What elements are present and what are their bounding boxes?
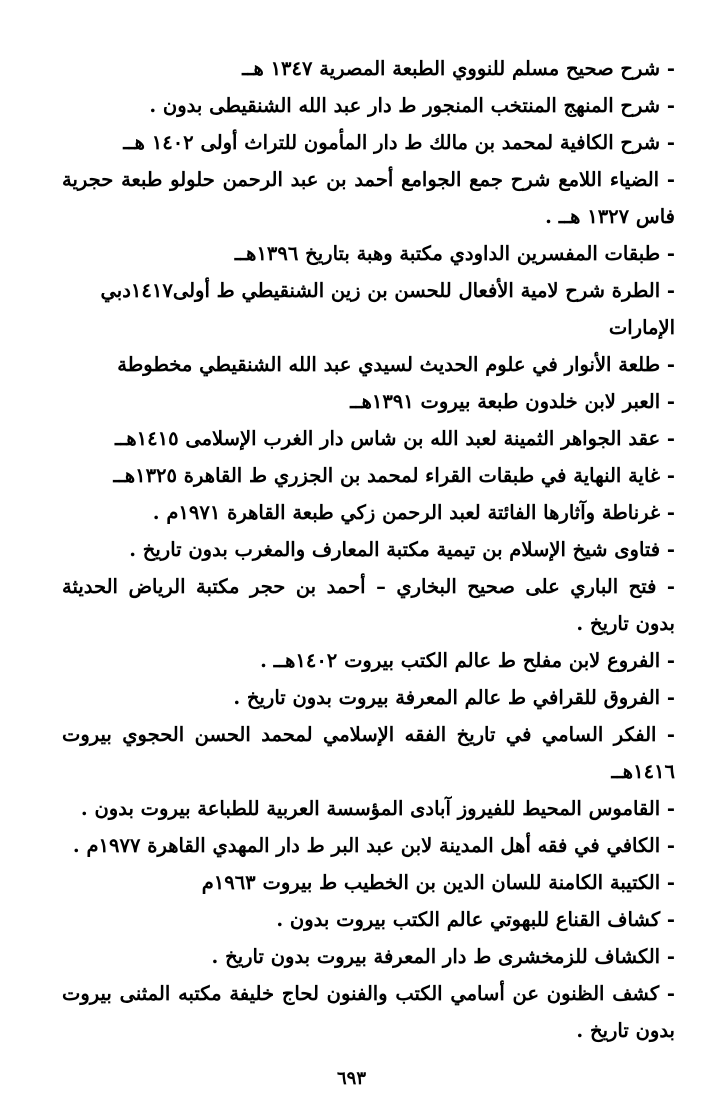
bibliography-entry: - الكتيبة الكامنة للسان الدين بن الخطيب ط بيروت ١٩٦٣م bbox=[201, 871, 675, 894]
bibliography-entry: - فتح الباري على صحيح البخاري – أحمد بن حجر مكتبة الرياض الحديثة بدون تاريخ . bbox=[62, 575, 675, 635]
bibliography-entry: - الكشاف للزمخشرى ط دار المعرفة بيروت بدون تاريخ . bbox=[211, 945, 675, 968]
bibliography-entry: - الفروع لابن مفلح ط عالم الكتب بيروت ١٤٠٢هــ . bbox=[260, 649, 675, 672]
bibliography-entry: - طبقات المفسرين الداودي مكتبة وهبة بتاريخ ١٣٩٦هــ bbox=[234, 242, 675, 265]
page-number: ٦٩٣ bbox=[336, 1068, 366, 1089]
bibliography-entry: - كشاف القناع للبهوتي عالم الكتب بيروت بدون . bbox=[276, 908, 675, 931]
bibliography-entry: - العبر لابن خلدون طبعة بيروت ١٣٩١هــ bbox=[350, 390, 675, 413]
bibliography-entry: - شرح الكافية لمحمد بن مالك ط دار المأمون للتراث أولى ١٤٠٢ هــ bbox=[123, 131, 675, 154]
bibliography-entry: - شرح المنهج المنتخب المنجور ط دار عبد الله الشنقيطى بدون . bbox=[149, 94, 675, 117]
bibliography-entry: - الضياء اللامع شرح جمع الجوامع أحمد بن عبد الرحمن حلولو طبعة حجرية فاس ١٣٢٧ هــ . bbox=[62, 168, 675, 228]
bibliography-entry: - عقد الجواهر الثمينة لعبد الله بن شاس دار الغرب الإسلامى ١٤١٥هــ bbox=[114, 427, 675, 450]
bibliography-entry: - الفروق للقرافي ط عالم المعرفة بيروت بدون تاريخ . bbox=[233, 686, 675, 709]
bibliography-entry: - كشف الظنون عن أسامي الكتب والفنون لحاج خليفة مكتبه المثنى بيروت بدون تاريخ . bbox=[62, 982, 675, 1042]
bibliography-entry: - غاية النهاية في طبقات القراء لمحمد بن الجزري ط القاهرة ١٣٢٥هــ bbox=[113, 464, 675, 487]
bibliography-entry: - غرناطة وآثارها الفائتة لعبد الرحمن زكي طبعة القاهرة ١٩٧١م . bbox=[152, 501, 675, 524]
bibliography-entry: - طلعة الأنوار في علوم الحديث لسيدي عبد الله الشنقيطي مخطوطة bbox=[117, 353, 675, 376]
bibliography-entry: - شرح صحيح مسلم للنووي الطبعة المصرية ١٣٤٧ هــ bbox=[242, 57, 675, 80]
bibliography-entry: - الطرة شرح لامية الأفعال للحسن بن زين الشنقيطي ط أولى١٤١٧دبي الإمارات bbox=[100, 279, 675, 339]
bibliography-entry: - الفكر السامي في تاريخ الفقه الإسلامي لمحمد الحسن الحجوي بيروت ١٤١٦هــ bbox=[62, 723, 676, 783]
bibliography-entry: - القاموس المحيط للفيروز آبادى المؤسسة العربية للطباعة بيروت بدون . bbox=[80, 797, 675, 820]
bibliography-list bbox=[62, 50, 675, 1049]
bibliography-entry: - فتاوى شيخ الإسلام بن تيمية مكتبة المعارف والمغرب بدون تاريخ . bbox=[129, 538, 675, 561]
bibliography-entry: - الكافي في فقه أهل المدينة لابن عبد البر ط دار المهدي القاهرة ١٩٧٧م . bbox=[72, 834, 675, 857]
